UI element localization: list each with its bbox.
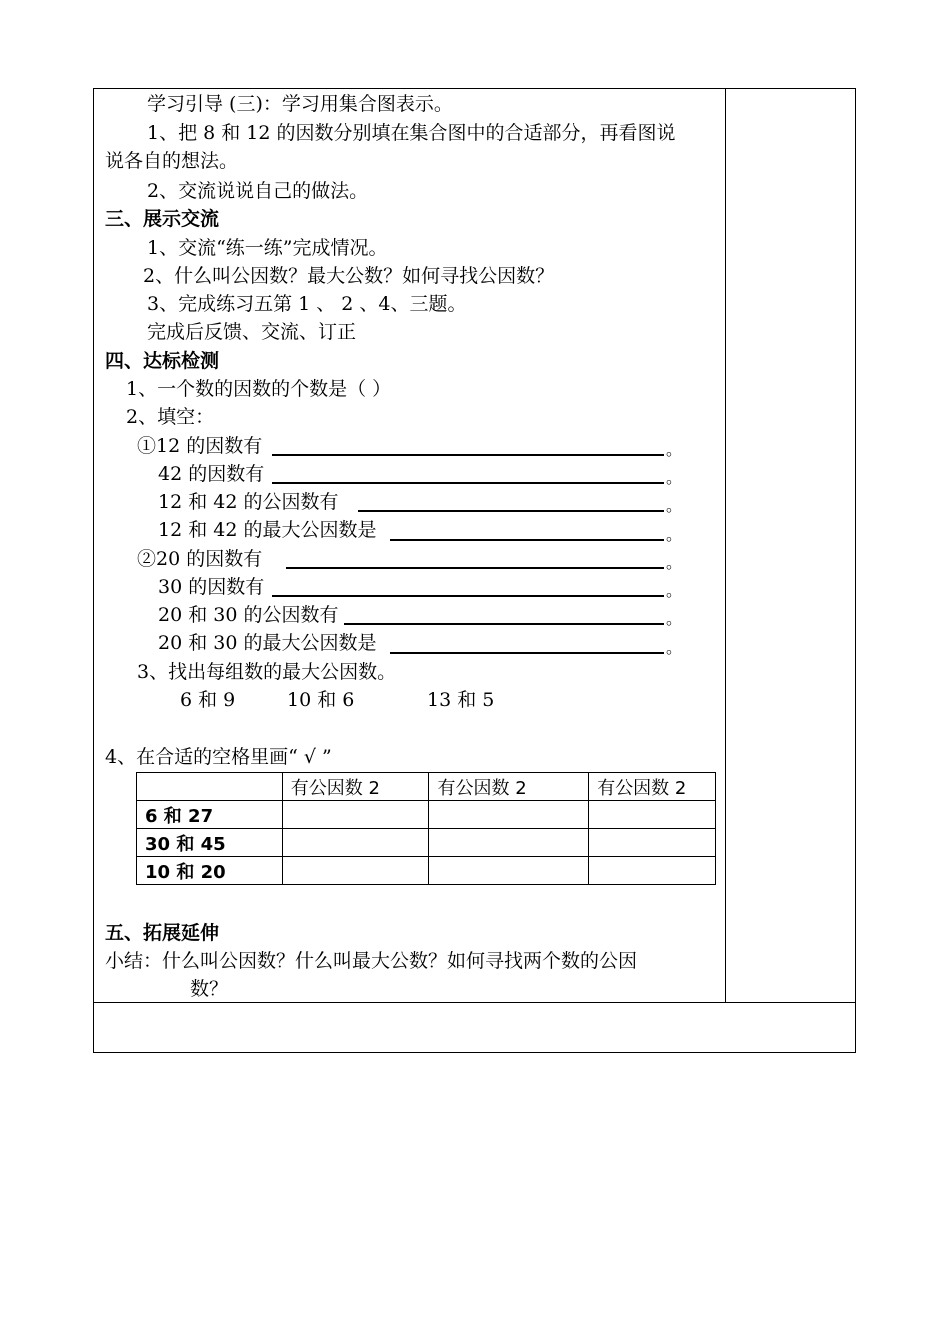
table-row (137, 801, 716, 829)
guide3-title: 学习引导 (三)：学习用集合图表示。 (147, 93, 453, 115)
answer-cell[interactable] (282, 801, 429, 829)
table-header-cell (137, 773, 283, 801)
column-divider (725, 88, 726, 1003)
table-header-cell: 有公因数 2 (429, 773, 589, 801)
guide3-item1-line1: 1、把 8 和 12 的因数分别填在集合图中的合适部分，再看图说 (147, 122, 676, 144)
answer-cell[interactable] (429, 857, 589, 885)
table-header-row (137, 773, 716, 801)
question-4: 4、在合适的空格里画“ √ ” (105, 746, 332, 768)
fill-blank (344, 623, 664, 625)
fill-label: 42 的因数有 (158, 463, 265, 485)
section3-item1: 1、交流“练一练”完成情况。 (147, 237, 388, 259)
fill-period: 。 (666, 609, 683, 628)
summary-line2: 数？ (190, 978, 229, 1000)
table-row (137, 829, 716, 857)
row-label: 10 和 20 (137, 857, 283, 885)
fill-label: 30 的因数有 (158, 576, 265, 598)
answer-cell[interactable] (429, 829, 589, 857)
section3-item3: 3、完成练习五第 1 、 2 、4、三题。 (147, 293, 467, 315)
fill-period: 。 (666, 638, 683, 657)
answer-cell[interactable] (589, 801, 716, 829)
fill-label: 12 和 42 的公因数有 (158, 491, 339, 513)
fill-label: 12 和 42 的最大公因数是 (158, 519, 377, 541)
checkmark-table (136, 772, 716, 885)
row-label: 30 和 45 (137, 829, 283, 857)
answer-cell[interactable] (589, 857, 716, 885)
answer-cell[interactable] (589, 829, 716, 857)
answer-cell[interactable] (282, 857, 429, 885)
number-pair: 6 和 9 (180, 689, 236, 711)
fill-blank (390, 539, 664, 541)
fill-label: 20 和 30 的公因数有 (158, 604, 339, 626)
question-3: 3、找出每组数的最大公因数。 (137, 661, 397, 683)
fill-blank (272, 595, 664, 597)
section4-heading: 四、达标检测 (105, 350, 220, 372)
fill-label: 20 和 30 的最大公因数是 (158, 632, 377, 654)
number-pair: 13 和 5 (427, 689, 495, 711)
summary-line1: 小结：什么叫公因数？什么叫最大公数？如何寻找两个数的公因 (105, 950, 638, 972)
answer-cell[interactable] (282, 829, 429, 857)
row-label: 6 和 27 (137, 801, 283, 829)
answer-cell[interactable] (429, 801, 589, 829)
number-pair: 10 和 6 (287, 689, 355, 711)
fill-label: ①12 的因数有 (137, 435, 263, 457)
fill-period: 。 (666, 553, 683, 572)
fill-blank (286, 567, 664, 569)
row-divider (93, 1002, 856, 1003)
question-1: 1、一个数的因数的个数是（ ） (126, 378, 392, 400)
guide3-item2: 2、交流说说自己的做法。 (147, 180, 369, 202)
guide3-item1-line2: 说各自的想法。 (105, 150, 239, 172)
table-row (137, 857, 716, 885)
section5-heading: 五、拓展延伸 (105, 922, 220, 944)
fill-label: ②20 的因数有 (137, 548, 263, 570)
fill-blank (358, 510, 664, 512)
worksheet-table (93, 88, 856, 1053)
fill-period: 。 (666, 525, 683, 544)
section3-item2: 2、什么叫公因数？最大公数？如何寻找公因数？ (143, 265, 555, 287)
fill-period: 。 (666, 440, 683, 459)
table-header-cell: 有公因数 2 (589, 773, 716, 801)
fill-period: 。 (666, 468, 683, 487)
fill-period: 。 (666, 581, 683, 600)
section3-heading: 三、展示交流 (105, 208, 220, 230)
section3-note: 完成后反馈、交流、订正 (147, 321, 357, 343)
fill-blank (272, 454, 664, 456)
fill-period: 。 (666, 496, 683, 515)
question-2: 2、填空： (126, 406, 215, 428)
table-header-cell: 有公因数 2 (282, 773, 429, 801)
fill-blank (390, 652, 664, 654)
fill-blank (272, 482, 664, 484)
